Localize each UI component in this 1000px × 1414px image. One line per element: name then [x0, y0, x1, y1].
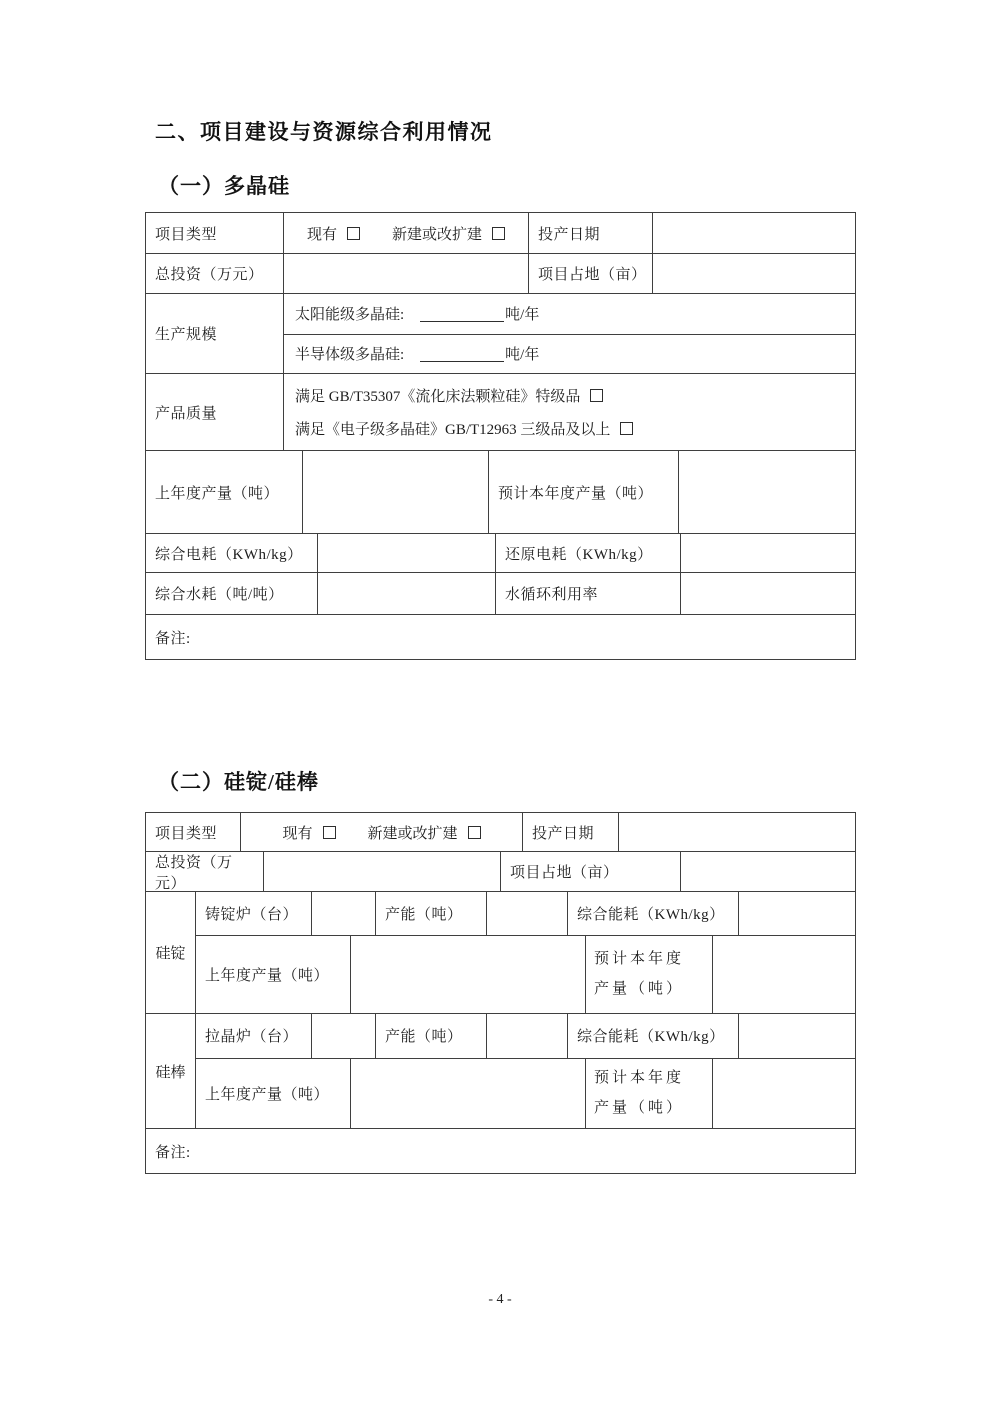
expected-output-line1: 预计本年度: [594, 950, 685, 967]
last-year-output-label: 上年度产量（吨）: [155, 485, 280, 502]
table-row: [195, 892, 855, 935]
notes-label: 备注:: [155, 1144, 191, 1161]
energy-label: 综合能耗（KWh/kg）: [567, 892, 738, 935]
last-year-output-input-cell[interactable]: [350, 936, 585, 1013]
new-expand-option-label: 新建或改扩建: [367, 825, 458, 842]
page-title: 二、项目建设与资源综合利用情况: [155, 121, 493, 144]
table-row: [146, 450, 855, 533]
energy-input-cell[interactable]: [738, 892, 855, 935]
expected-output-input-cell[interactable]: [712, 1059, 855, 1128]
expected-output-input-cell[interactable]: [678, 451, 855, 533]
production-date-label: 投产日期: [522, 813, 618, 851]
table-row: [146, 253, 855, 293]
production-date-label: 投产日期: [528, 213, 652, 253]
solar-grade-blank-line[interactable]: [420, 305, 504, 322]
table-row: [195, 935, 855, 1013]
project-type-options: [240, 813, 522, 851]
table-row: [195, 1014, 855, 1058]
quality-line1-text: 满足 GB/T35307《流化床法颗粒硅》特级品: [295, 389, 581, 406]
expected-output-label: 预计本年度产量（吨）: [488, 451, 678, 533]
land-area-input-cell[interactable]: [652, 254, 855, 293]
land-area-label: 项目占地（亩）: [528, 254, 652, 293]
semi-grade-cell: [283, 335, 855, 374]
capacity-input-cell[interactable]: [486, 892, 567, 935]
ingot-furnace-label: 铸锭炉（台）: [195, 892, 311, 935]
ingot-rod-table: [145, 812, 856, 1174]
expected-output-input-cell[interactable]: [712, 936, 855, 1013]
table-row: [146, 1128, 855, 1173]
project-type-label: 项目类型: [155, 825, 218, 842]
semi-grade-blank-line[interactable]: [420, 345, 504, 362]
new-expand-option-label: 新建或改扩建: [392, 226, 483, 243]
semi-grade-unit: 吨/年: [505, 347, 540, 364]
table-row: [283, 334, 855, 374]
solar-grade-unit: 吨/年: [505, 307, 540, 324]
production-scale-rows: [146, 293, 855, 373]
existing-option-label: 现有: [282, 825, 313, 842]
total-water-input-cell[interactable]: [317, 573, 495, 614]
production-date-input-cell[interactable]: [652, 213, 855, 253]
total-investment-input-cell[interactable]: [283, 254, 528, 293]
rod-furnace-input-cell[interactable]: [311, 1014, 375, 1058]
production-date-input-cell[interactable]: [618, 813, 855, 851]
expected-output-line2: 产量（吨）: [594, 980, 685, 997]
total-power-input-cell[interactable]: [317, 534, 495, 572]
reduction-power-input-cell[interactable]: [680, 534, 855, 572]
energy-label: 综合能耗（KWh/kg）: [567, 1014, 738, 1058]
table-row: [146, 213, 855, 253]
table-row: [146, 373, 855, 450]
land-area-input-cell[interactable]: [680, 852, 855, 891]
new-expand-checkbox[interactable]: [468, 826, 481, 839]
notes-label: 备注:: [155, 630, 191, 647]
existing-checkbox[interactable]: [347, 227, 360, 240]
rod-label: 硅棒: [155, 1064, 186, 1081]
quality-line2-checkbox[interactable]: [620, 422, 633, 435]
expected-output-line1: 预计本年度: [594, 1069, 685, 1086]
polysilicon-table: [145, 212, 856, 660]
last-year-output-label: 上年度产量（吨）: [195, 1059, 350, 1128]
total-water-label: 综合水耗（吨/吨）: [155, 587, 284, 603]
solar-grade-label: 太阳能级多晶硅:: [295, 307, 405, 324]
total-investment-label: 总投资（万元）: [155, 854, 233, 891]
table-row: [146, 851, 855, 891]
solar-grade-cell: [283, 294, 855, 334]
product-quality-label: 产品质量: [155, 405, 218, 422]
ingot-label: 硅锭: [155, 946, 186, 962]
expected-output-label: [585, 936, 712, 1013]
water-recycle-label: 水循环利用率: [495, 573, 680, 614]
production-scale-label: 生产规模: [155, 327, 218, 343]
capacity-label: 产能（吨）: [375, 892, 486, 935]
total-power-label: 综合电耗（KWh/kg）: [155, 546, 303, 563]
table-row: [146, 533, 855, 572]
rod-furnace-label: 拉晶炉（台）: [195, 1014, 311, 1058]
last-year-output-label: 上年度产量（吨）: [195, 936, 350, 1013]
table-row: [146, 614, 855, 659]
notes-cell[interactable]: [146, 1129, 855, 1173]
total-investment-label: 总投资（万元）: [155, 267, 264, 283]
reduction-power-label: 还原电耗（KWh/kg）: [495, 534, 680, 572]
quality-line2-text: 满足《电子级多晶硅》GB/T12963 三级品及以上: [295, 421, 611, 438]
energy-input-cell[interactable]: [738, 1014, 855, 1058]
land-area-label: 项目占地（亩）: [500, 852, 680, 891]
last-year-output-input-cell[interactable]: [350, 1059, 585, 1128]
table-row: [195, 1058, 855, 1128]
ingot-furnace-input-cell[interactable]: [311, 892, 375, 935]
rod-rows: [146, 1013, 855, 1128]
table-row: [146, 572, 855, 614]
project-type-label: 项目类型: [155, 226, 218, 243]
table-row: [283, 294, 855, 334]
notes-cell[interactable]: [146, 615, 855, 659]
existing-checkbox[interactable]: [323, 826, 336, 839]
existing-option-label: 现有: [306, 226, 337, 243]
last-year-output-input-cell[interactable]: [302, 451, 488, 533]
product-quality-cell: [283, 374, 855, 450]
expected-output-label: [585, 1059, 712, 1128]
section2-title: （二）硅锭/硅棒: [158, 770, 319, 794]
total-investment-input-cell[interactable]: [263, 852, 500, 891]
page-number: - 4 -: [488, 1292, 512, 1307]
table-row: [146, 813, 855, 851]
capacity-input-cell[interactable]: [486, 1014, 567, 1058]
new-expand-checkbox[interactable]: [492, 227, 505, 240]
section1-title: （一）多晶硅: [158, 174, 290, 198]
semi-grade-label: 半导体级多晶硅:: [295, 347, 405, 364]
ingot-rows: [146, 891, 855, 1013]
project-type-options: [283, 213, 528, 253]
expected-output-line2: 产量（吨）: [594, 1099, 685, 1116]
water-recycle-input-cell[interactable]: [680, 573, 855, 614]
quality-line1-checkbox[interactable]: [590, 389, 603, 402]
capacity-label: 产能（吨）: [375, 1014, 486, 1058]
